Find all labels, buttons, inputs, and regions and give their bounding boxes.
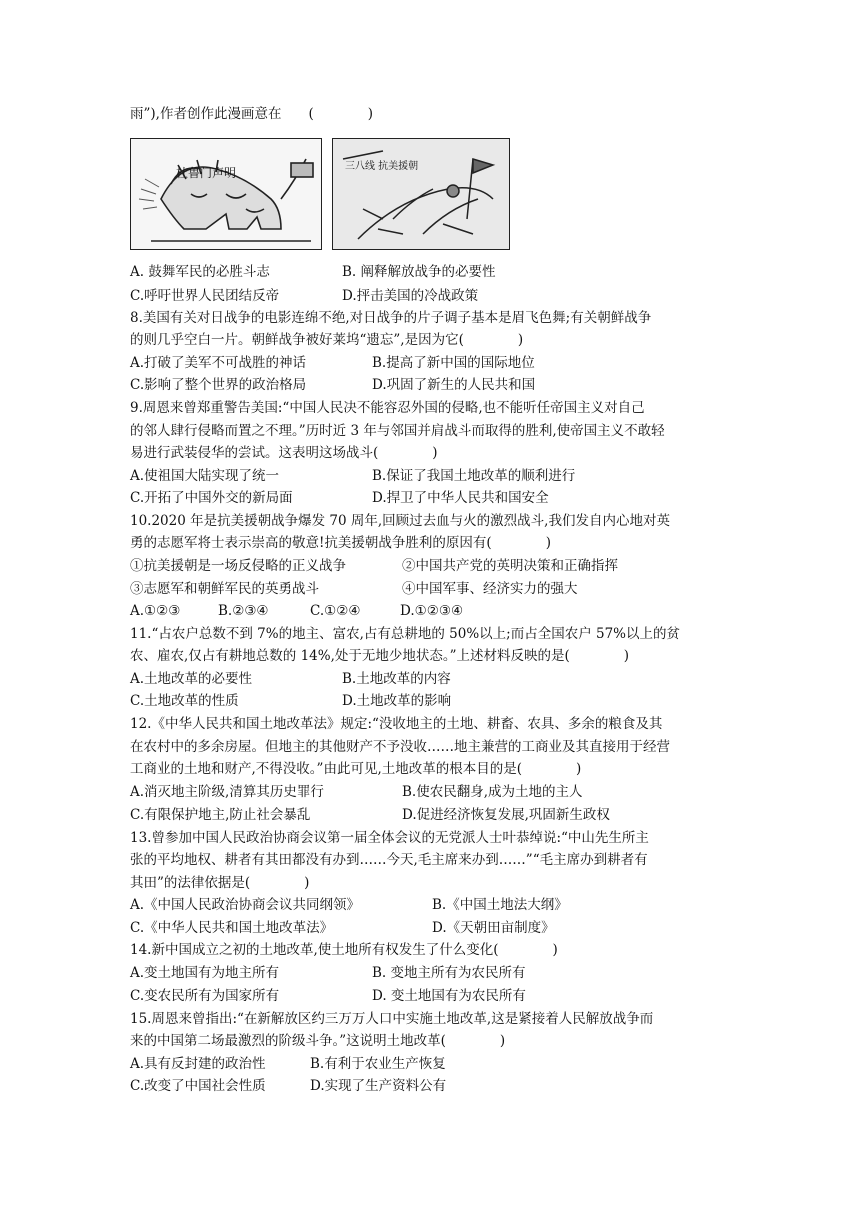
q9-option-d: D.捍卫了中华人民共和国安全	[372, 490, 549, 506]
q9-option-a: A.使祖国大陆实现了统一	[130, 468, 280, 484]
q7-option-d: D.抨击美国的冷战政策	[342, 288, 479, 304]
q11-option-a: A.土地改革的必要性	[130, 671, 253, 687]
q12-stem-line-1: 12.《中华人民共和国土地改革法》规定:“没收地主的土地、耕畜、农具、多余的粮食及其	[130, 716, 663, 732]
cartoon-tiger-drawing	[131, 139, 321, 249]
q15-stem-line-1: 15.周恩来曾指出:“在新解放区约三万万人口中实施土地改革,这是紧接着人民解放战争而	[130, 1011, 654, 1027]
cartoon-tiger-caption: 杜鲁门声明	[176, 166, 237, 180]
q13-option-b: B.《中国土地法大纲》	[432, 897, 568, 913]
q8-stem-line-2: 的则几乎空白一片。朝鲜战争被好莱坞“遗忘”,是因为它( )	[130, 332, 524, 348]
q11-stem-line-1: 11.“占农户总数不到 7%的地主、富农,占有总耕地的 50%以上;而占全国农户 57%以上的贫	[130, 626, 681, 642]
q10-option-a: A.①②③	[130, 603, 181, 619]
q12-option-d: D.促进经济恢复发展,巩固新生政权	[402, 807, 610, 823]
cartoon-battle-image	[332, 138, 510, 250]
q7-option-a: A. 鼓舞军民的必胜斗志	[130, 264, 270, 280]
q8-option-a: A.打破了美军不可战胜的神话	[130, 355, 307, 371]
q12-stem-line-2: 在农村中的多余房屋。但地主的其他财产不予没收……地主兼营的工商业及其直接用于经营	[130, 739, 670, 755]
q9-stem-line-2: 的邻人肆行侵略而置之不理。”历时近 3 年与邻国并肩战斗而取得的胜利,使帝国主义不敢轻	[130, 423, 665, 439]
q10-stem-line-1: 10.2020 年是抗美援朝战争爆发 70 周年,回顾过去血与火的激烈战斗,我们发自内心地对英	[130, 513, 670, 529]
q14-stem-line-1: 14.新中国成立之初的土地改革,使土地所有权发生了什么变化( )	[130, 942, 558, 958]
q10-stem-line-2: 勇的志愿军将士表示崇高的敬意!抗美援朝战争胜利的原因有( )	[130, 535, 551, 551]
q15-option-d: D.实现了生产资料公有	[310, 1078, 447, 1094]
q7-option-b: B. 阐释解放战争的必要性	[342, 264, 496, 280]
q11-option-d: D.土地改革的影响	[342, 693, 452, 709]
q10-option-d: D.①②③④	[400, 603, 464, 619]
cartoon-battle-caption: 三八线 抗美援朝	[345, 161, 419, 172]
q15-option-b: B.有利于农业生产恢复	[310, 1056, 446, 1072]
q15-stem-line-2: 来的中国第二场最激烈的阶级斗争。”这说明土地改革( )	[130, 1033, 506, 1049]
q13-stem-line-3: 其田”的法律依据是( )	[130, 875, 310, 891]
q11-stem-line-2: 农、雇农,仅占有耕地总数的 14%,处于无地少地状态。”上述材料反映的是( )	[130, 648, 630, 664]
intro-tail: 雨”),作者创作此漫画意在 ( )	[130, 106, 373, 122]
q9-stem-line-1: 9.周恩来曾郑重警告美国:“中国人民决不能容忍外国的侵略,也不能听任帝国主义对自己	[130, 400, 645, 416]
q10-item-2: ②中国共产党的英明决策和正确指挥	[402, 558, 618, 574]
q12-option-b: B.使农民翻身,成为土地的主人	[402, 784, 583, 800]
cartoon-tiger-image	[130, 138, 322, 250]
q8-option-c: C.影响了整个世界的政治格局	[130, 377, 307, 393]
q13-option-c: C.《中华人民共和国土地改革法》	[130, 920, 334, 936]
q13-stem-line-1: 13.曾参加中国人民政治协商会议第一届全体会议的无党派人士叶恭绰说:“中山先生所主	[130, 830, 649, 846]
q15-option-c: C.改变了中国社会性质	[130, 1078, 266, 1094]
q14-option-d: D. 变土地国有为农民所有	[372, 988, 526, 1004]
q10-item-4: ④中国军事、经济实力的强大	[402, 581, 578, 597]
q8-option-b: B.提高了新中国的国际地位	[372, 355, 535, 371]
q12-stem-line-3: 工商业的土地和财产,不得没收。”由此可见,土地改革的根本目的是( )	[130, 761, 582, 777]
q12-option-c: C.有限保护地主,防止社会暴乱	[130, 807, 311, 823]
cartoon-battle-drawing	[333, 139, 509, 249]
q15-option-a: A.具有反封建的政治性	[130, 1056, 266, 1072]
q8-option-d: D.巩固了新生的人民共和国	[372, 377, 536, 393]
q10-option-b: B.②③④	[218, 603, 269, 619]
q11-option-b: B.土地改革的内容	[342, 671, 451, 687]
q13-option-a: A.《中国人民政治协商会议共同纲领》	[130, 897, 361, 913]
q14-option-b: B. 变地主所有为农民所有	[372, 965, 526, 981]
cartoon-figures	[130, 138, 510, 250]
q13-option-d: D.《天朝田亩制度》	[432, 920, 555, 936]
q13-stem-line-2: 张的平均地权、耕者有其田都没有办到……今天,毛主席来办到……”“毛主席办到耕者有	[130, 852, 648, 868]
q11-option-c: C.土地改革的性质	[130, 693, 239, 709]
q10-item-3: ③志愿军和朝鲜军民的英勇战斗	[130, 581, 319, 597]
q14-option-c: C.变农民所有为国家所有	[130, 988, 280, 1004]
q14-option-a: A.变土地国有为地主所有	[130, 965, 280, 981]
q9-stem-line-3: 易进行武装侵华的尝试。这表明这场战斗( )	[130, 445, 438, 461]
q12-option-a: A.消灭地主阶级,清算其历史罪行	[130, 784, 324, 800]
q7-option-c: C.呼吁世界人民团结反帝	[130, 288, 280, 304]
q8-stem-line-1: 8.美国有关对日战争的电影连绵不绝,对日战争的片子调子基本是眉飞色舞;有关朝鲜战争	[130, 310, 652, 326]
q10-option-c: C.①②④	[310, 603, 361, 619]
q9-option-c: C.开拓了中国外交的新局面	[130, 490, 293, 506]
q9-option-b: B.保证了我国土地改革的顺利进行	[372, 468, 576, 484]
q10-item-1: ①抗美援朝是一场反侵略的正义战争	[130, 558, 346, 574]
